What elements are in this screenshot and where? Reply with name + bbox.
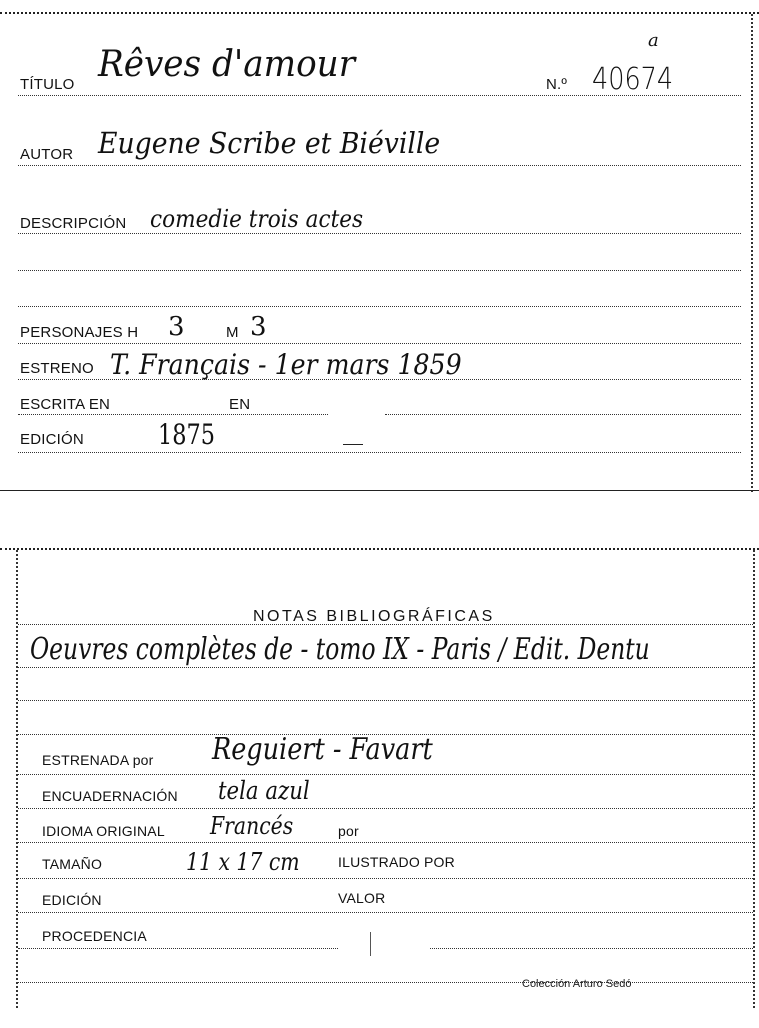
rule-line — [18, 233, 741, 234]
personajes-h-value: 3 — [168, 312, 185, 342]
catalog-card-back — [0, 540, 759, 1028]
titulo-label: TÍTULO — [20, 76, 75, 93]
rule-line — [18, 452, 741, 453]
card-top-edge — [0, 12, 759, 14]
rule-line — [385, 414, 741, 415]
idioma-value: Francés — [210, 812, 294, 840]
edicion-value: 1875 — [158, 418, 216, 451]
rule-line — [18, 948, 338, 949]
card-right-edge — [753, 550, 755, 1008]
notas-value: Oeuvres complètes de - tomo IX - Paris / Edit. Dentu — [30, 632, 650, 667]
rule-line — [18, 808, 753, 809]
autor-value: Eugene Scribe et Biéville — [98, 126, 441, 160]
personajes-h-label: PERSONAJES H — [20, 324, 139, 341]
card-top-edge — [0, 548, 759, 550]
rule-line — [18, 270, 741, 271]
tamano-value: 11 x 17 cm — [186, 848, 300, 876]
card-left-edge — [16, 550, 18, 1008]
personajes-m-value: 3 — [250, 312, 267, 342]
numero-mark: a — [648, 30, 659, 51]
rule-line — [18, 165, 741, 166]
rule-line — [18, 343, 741, 344]
rule-line — [18, 912, 753, 913]
rule-line — [18, 774, 753, 775]
escrita-en-label: ESCRITA EN — [20, 396, 111, 413]
estrenada-label: ESTRENADA por — [42, 752, 154, 768]
rule-line — [430, 948, 753, 949]
titulo-value: Rêves d'amour — [98, 44, 356, 85]
rule-line — [18, 842, 753, 843]
tamano-label: TAMAÑO — [42, 856, 103, 872]
collection-credit: Colección Arturo Sedó — [522, 978, 632, 990]
escrita-en-second-label: EN — [229, 396, 251, 413]
autor-label: AUTOR — [20, 146, 74, 163]
descripcion-label: DESCRIPCIÓN — [20, 215, 127, 232]
estreno-value: T. Français - 1er mars 1859 — [110, 348, 462, 381]
estrenada-value: Reguiert - Favart — [212, 732, 433, 767]
rule-line — [18, 414, 328, 415]
rule-line — [18, 306, 741, 307]
card-bottom-edge — [0, 490, 759, 491]
rule-line — [18, 982, 753, 983]
catalog-card-front — [0, 0, 759, 492]
personajes-m-label: M — [226, 324, 239, 341]
encuadernacion-label: ENCUADERNACIÓN — [42, 788, 178, 804]
rule-line — [18, 878, 753, 879]
edicion-label: EDICIÓN — [20, 431, 84, 448]
procedencia-label: PROCEDENCIA — [42, 928, 147, 944]
ilustrado-label: ILUSTRADO POR — [338, 854, 455, 870]
numero-value: 40674 — [592, 62, 674, 97]
estreno-label: ESTRENO — [20, 360, 94, 377]
idioma-label: IDIOMA ORIGINAL — [42, 823, 165, 839]
valor-label: VALOR — [338, 890, 386, 906]
rule-line — [18, 700, 753, 701]
notas-heading: NOTAS BIBLIOGRÁFICAS — [253, 608, 495, 625]
stray-mark — [370, 932, 371, 956]
dash-mark — [343, 444, 363, 445]
descripcion-value: comedie trois actes — [150, 205, 364, 233]
encuadernacion-value: tela azul — [218, 776, 310, 805]
card-right-edge — [751, 14, 753, 492]
idioma-por-label: por — [338, 823, 359, 839]
rule-line — [18, 667, 753, 668]
numero-label: N.º — [546, 76, 568, 93]
edicion-label: EDICIÓN — [42, 892, 102, 908]
